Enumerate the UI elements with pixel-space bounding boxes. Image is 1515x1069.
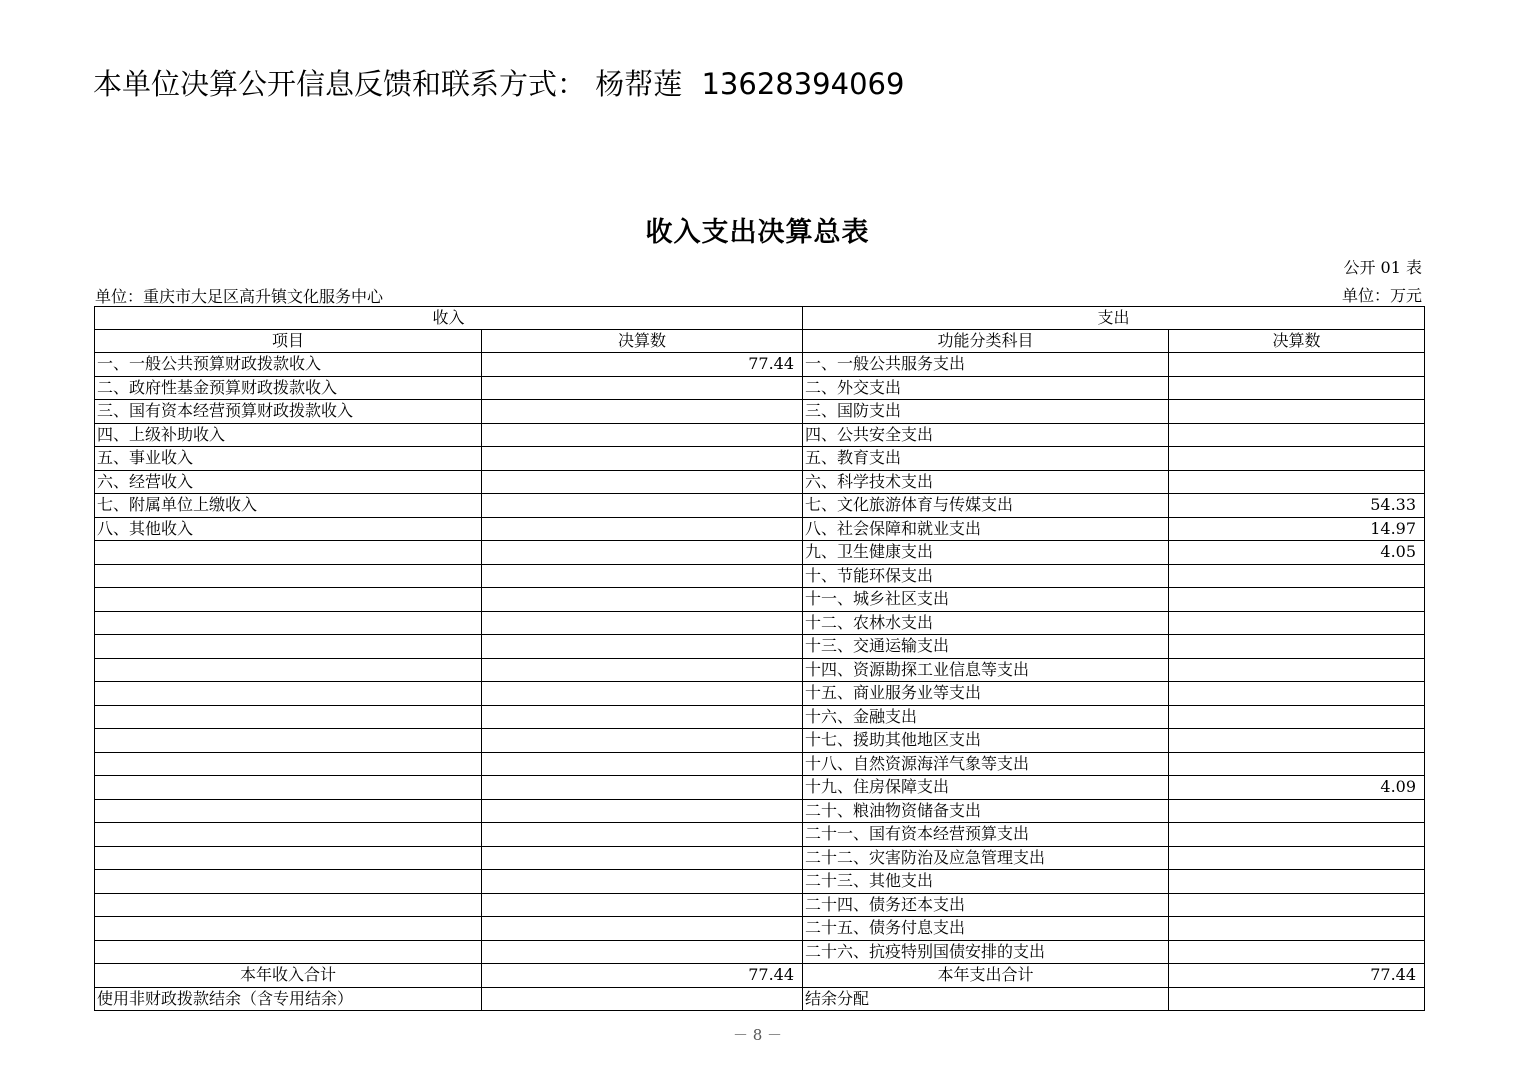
income-item-cell [95,729,482,753]
function-category-header: 功能分类科目 [803,330,1169,353]
expense-item-cell: 十七、援助其他地区支出 [803,729,1169,753]
income-amount-header: 决算数 [482,330,803,353]
income-value-cell [482,470,803,494]
income-item-cell: 八、其他收入 [95,517,482,541]
table-row [95,447,1425,471]
income-value-cell [482,400,803,424]
table-row [95,470,1425,494]
income-value-cell [482,635,803,659]
income-item-cell: 六、经营收入 [95,470,482,494]
table-row [95,682,1425,706]
expense-item-cell: 十、节能环保支出 [803,564,1169,588]
expense-item-cell: 六、科学技术支出 [803,470,1169,494]
income-item-cell [95,541,482,565]
income-value-cell [482,752,803,776]
balance-row [95,987,1425,1011]
table-row [95,893,1425,917]
table-row [95,611,1425,635]
expense-item-cell: 三、国防支出 [803,400,1169,424]
expense-item-cell: 十三、交通运输支出 [803,635,1169,659]
page-number: － 8 － [732,1026,783,1044]
expense-header: 支出 [803,307,1425,330]
income-value-cell [482,423,803,447]
expense-value-cell: 54.33 [1169,494,1425,518]
expense-item-cell: 五、教育支出 [803,447,1169,471]
balance-expense-item: 结余分配 [803,987,1169,1011]
expense-value-cell [1169,917,1425,941]
balance-income-item: 使用非财政拨款结余（含专用结余） [95,987,482,1011]
expense-item-cell: 二十五、债务付息支出 [803,917,1169,941]
income-item-cell [95,658,482,682]
table-row [95,564,1425,588]
page-title: 收入支出决算总表 [645,217,870,248]
expense-value-cell [1169,893,1425,917]
table-row [95,517,1425,541]
currency-unit: 单位：万元 [1341,286,1422,305]
expense-value-cell [1169,658,1425,682]
table-row [95,658,1425,682]
income-value-cell [482,705,803,729]
expense-item-cell: 一、一般公共服务支出 [803,353,1169,377]
income-item-cell: 三、国有资本经营预算财政拨款收入 [95,400,482,424]
expense-value-cell [1169,870,1425,894]
income-total-label: 本年收入合计 [95,964,482,988]
income-item-cell [95,682,482,706]
form-number: 公开 01 表 [1343,258,1422,277]
income-value-cell [482,611,803,635]
income-item-cell [95,799,482,823]
income-item-cell: 四、上级补助收入 [95,423,482,447]
expense-item-cell: 二十二、灾害防治及应急管理支出 [803,846,1169,870]
income-item-cell [95,823,482,847]
expense-value-cell [1169,447,1425,471]
income-value-cell [482,447,803,471]
contact-phone: 13628394069 [701,67,905,101]
income-item-cell: 一、一般公共预算财政拨款收入 [95,353,482,377]
income-item-cell [95,917,482,941]
income-value-cell [482,494,803,518]
table-row [95,776,1425,800]
income-item-cell [95,564,482,588]
table-row [95,729,1425,753]
income-value-cell [482,823,803,847]
income-value-cell [482,870,803,894]
item-header: 项目 [95,330,482,353]
income-value-cell [482,564,803,588]
table-row [95,400,1425,424]
income-expense-table [94,306,1425,1011]
expense-value-cell [1169,846,1425,870]
income-item-cell [95,870,482,894]
expense-item-cell: 二十四、债务还本支出 [803,893,1169,917]
expense-item-cell: 二十、粮油物资储备支出 [803,799,1169,823]
income-item-cell: 五、事业收入 [95,447,482,471]
expense-value-cell [1169,470,1425,494]
income-value-cell [482,893,803,917]
expense-item-cell: 十四、资源勘探工业信息等支出 [803,658,1169,682]
expense-value-cell [1169,705,1425,729]
expense-total-label: 本年支出合计 [803,964,1169,988]
expense-item-cell: 十一、城乡社区支出 [803,588,1169,612]
income-item-cell [95,635,482,659]
expense-value-cell [1169,799,1425,823]
expense-item-cell: 二、外交支出 [803,376,1169,400]
expense-item-cell: 二十六、抗疫特别国债安排的支出 [803,940,1169,964]
income-item-cell [95,846,482,870]
expense-item-cell: 二十三、其他支出 [803,870,1169,894]
income-header: 收入 [95,307,803,330]
table-header-group-row [95,307,1425,330]
income-value-cell: 77.44 [482,353,803,377]
table-row [95,799,1425,823]
expense-value-cell [1169,400,1425,424]
expense-value-cell [1169,353,1425,377]
income-value-cell [482,517,803,541]
expense-item-cell: 十六、金融支出 [803,705,1169,729]
table-row [95,940,1425,964]
expense-value-cell [1169,940,1425,964]
expense-item-cell: 七、文化旅游体育与传媒支出 [803,494,1169,518]
contact-name: 杨帮莲 [595,67,683,101]
table-header-row [95,330,1425,353]
table-row [95,541,1425,565]
table-row [95,705,1425,729]
income-value-cell [482,541,803,565]
income-item-cell: 七、附属单位上缴收入 [95,494,482,518]
table-row [95,353,1425,377]
income-item-cell [95,588,482,612]
table-row [95,870,1425,894]
table-row [95,423,1425,447]
expense-item-cell: 十五、商业服务业等支出 [803,682,1169,706]
expense-value-cell [1169,682,1425,706]
expense-value-cell [1169,564,1425,588]
income-item-cell [95,611,482,635]
expense-value-cell [1169,588,1425,612]
expense-value-cell: 4.05 [1169,541,1425,565]
income-item-cell [95,752,482,776]
expense-item-cell: 十八、自然资源海洋气象等支出 [803,752,1169,776]
expense-item-cell: 四、公共安全支出 [803,423,1169,447]
expense-amount-header: 决算数 [1169,330,1425,353]
balance-income-value [482,987,803,1011]
table-body [95,353,1425,964]
expense-value-cell [1169,611,1425,635]
income-value-cell [482,917,803,941]
income-item-cell [95,705,482,729]
income-value-cell [482,682,803,706]
expense-value-cell: 14.97 [1169,517,1425,541]
expense-value-cell: 4.09 [1169,776,1425,800]
income-value-cell [482,799,803,823]
income-item-cell [95,940,482,964]
expense-value-cell [1169,729,1425,753]
table-row [95,494,1425,518]
income-total-value: 77.44 [482,964,803,988]
reporting-unit: 单位：重庆市大足区高升镇文化服务中心 [95,287,384,306]
table-row [95,376,1425,400]
contact-line [93,62,904,103]
income-value-cell [482,846,803,870]
table-row [95,588,1425,612]
balance-expense-value [1169,987,1425,1011]
expense-item-cell: 八、社会保障和就业支出 [803,517,1169,541]
income-item-cell [95,893,482,917]
expense-value-cell [1169,635,1425,659]
income-value-cell [482,729,803,753]
income-value-cell [482,776,803,800]
income-item-cell: 二、政府性基金预算财政拨款收入 [95,376,482,400]
expense-item-cell: 十二、农林水支出 [803,611,1169,635]
expense-value-cell [1169,823,1425,847]
income-value-cell [482,940,803,964]
income-value-cell [482,588,803,612]
income-item-cell [95,776,482,800]
expense-item-cell: 十九、住房保障支出 [803,776,1169,800]
expense-item-cell: 二十一、国有资本经营预算支出 [803,823,1169,847]
totals-row [95,964,1425,988]
expense-value-cell [1169,376,1425,400]
expense-value-cell [1169,752,1425,776]
income-value-cell [482,376,803,400]
table-row [95,823,1425,847]
table-row [95,917,1425,941]
expense-item-cell: 九、卫生健康支出 [803,541,1169,565]
table-row [95,635,1425,659]
table-row [95,846,1425,870]
income-value-cell [482,658,803,682]
contact-label: 本单位决算公开信息反馈和联系方式： [93,67,587,101]
expense-total-value: 77.44 [1169,964,1425,988]
expense-value-cell [1169,423,1425,447]
table-row [95,752,1425,776]
